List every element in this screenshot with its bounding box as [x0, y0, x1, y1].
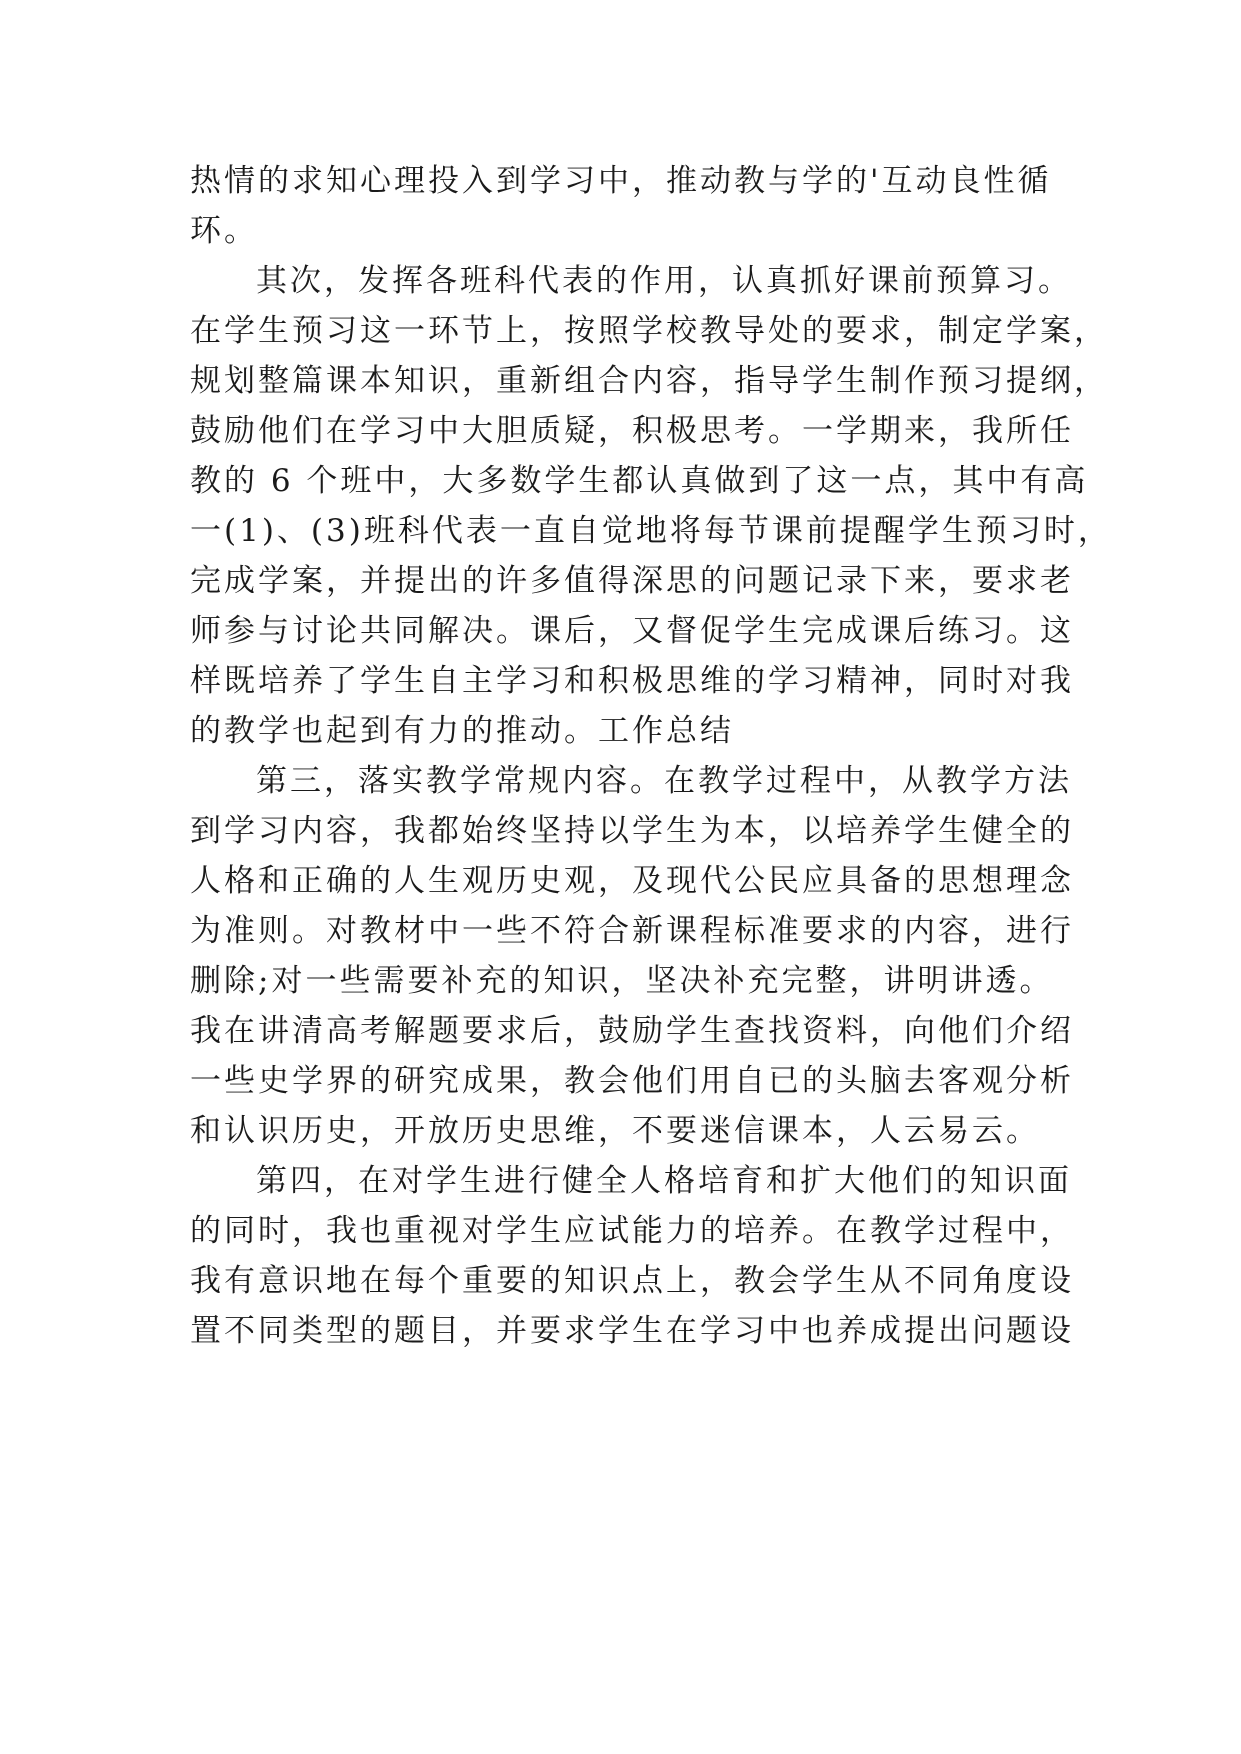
text-line: 教的 6 个班中，大多数学生都认真做到了这一点，其中有高	[190, 463, 1089, 499]
text-line: 的同时，我也重视对学生应试能力的培养。在教学过程中，	[190, 1213, 1074, 1249]
text-line: 环。	[190, 213, 258, 249]
text-line: 删除;对一些需要补充的知识，坚决补充完整，讲明讲透。	[190, 963, 1054, 999]
text-line: 热情的求知心理投入到学习中，推动教与学的'互动良性循	[190, 163, 1052, 199]
text-line: 规划整篇课本知识，重新组合内容，指导学生制作预习提纲，	[190, 363, 1108, 399]
text-line: 置不同类型的题目，并要求学生在学习中也养成提出问题设	[190, 1313, 1074, 1349]
paragraph-start-line: 第三，落实教学常规内容。在教学过程中，从教学方法	[256, 763, 1072, 799]
text-line: 到学习内容，我都始终坚持以学生为本，以培养学生健全的	[190, 813, 1074, 849]
text-line: 在学生预习这一环节上，按照学校教导处的要求，制定学案，	[190, 313, 1108, 349]
text-line: 为准则。对教材中一些不符合新课程标准要求的内容，进行	[190, 913, 1074, 949]
text-line: 我在讲清高考解题要求后，鼓励学生查找资料，向他们介绍	[190, 1013, 1074, 1049]
text-line: 完成学案，并提出的许多值得深思的问题记录下来，要求老	[190, 563, 1074, 599]
text-line: 师参与讨论共同解决。课后，又督促学生完成课后练习。这	[190, 613, 1074, 649]
text-line: 样既培养了学生自主学习和积极思维的学习精神，同时对我	[190, 663, 1074, 699]
text-line: 一(1)、(3)班科代表一直自觉地将每节课前提醒学生预习时，	[190, 513, 1112, 549]
body-text	[190, 156, 1112, 1356]
text-line: 我有意识地在每个重要的知识点上，教会学生从不同角度设	[190, 1263, 1074, 1299]
text-line: 鼓励他们在学习中大胆质疑，积极思考。一学期来，我所任	[190, 413, 1074, 449]
text-line: 人格和正确的人生观历史观，及现代公民应具备的思想理念	[190, 863, 1074, 899]
text-line: 一些史学界的研究成果，教会他们用自已的头脑去客观分析	[190, 1063, 1074, 1099]
paragraph-start-line: 其次，发挥各班科代表的作用，认真抓好课前预算习。	[256, 263, 1072, 299]
paragraph-start-line: 第四，在对学生进行健全人格培育和扩大他们的知识面	[256, 1163, 1072, 1199]
text-line: 和认识历史，开放历史思维，不要迷信课本，人云易云。	[190, 1113, 1040, 1149]
text-line: 的教学也起到有力的推动。工作总结	[190, 713, 734, 749]
